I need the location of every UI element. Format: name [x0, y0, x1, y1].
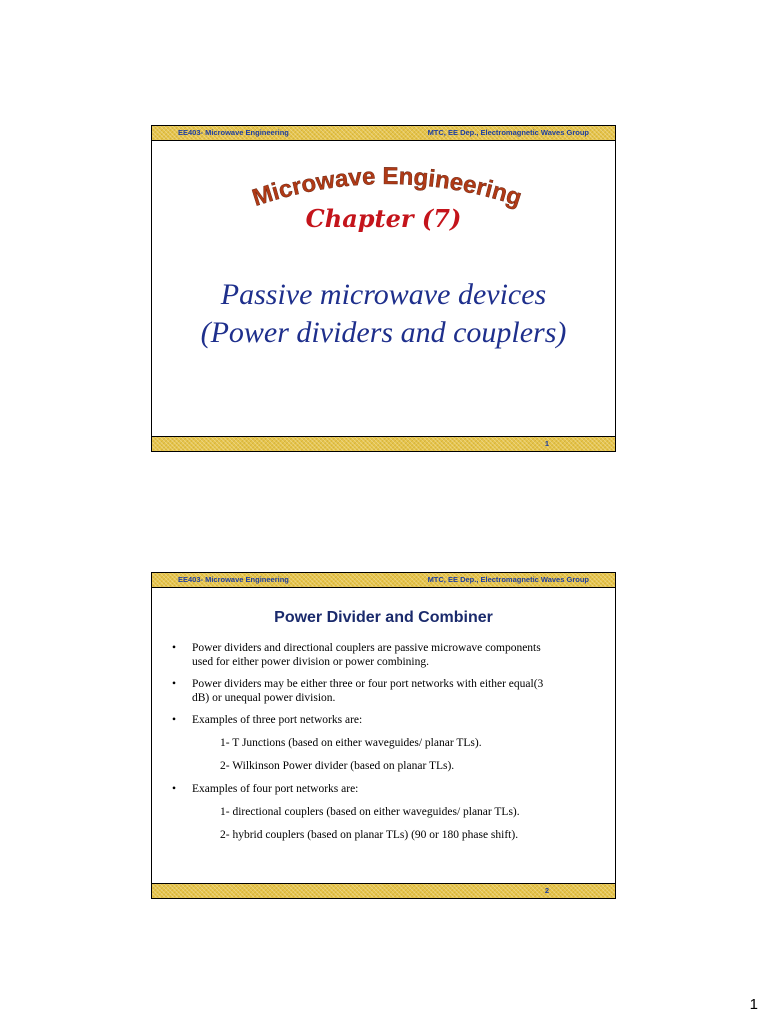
page-number: 1: [749, 996, 758, 1013]
course-label: EE403- Microwave Engineering: [178, 128, 289, 137]
bullet-icon: •: [172, 783, 177, 795]
bullet-item: • Examples of three port networks are:: [172, 714, 363, 726]
bullet-icon: •: [172, 678, 177, 690]
bullet-item: • Power dividers and directional couplers are passive microwave components used for either power division or power combining.: [172, 642, 541, 668]
bullet-list: [172, 641, 595, 842]
department-label: MTC, EE Dep., Electromagnetic Waves Group: [427, 128, 589, 137]
sub-item: 2- hybrid couplers (based on planar TLs) (90 or 180 phase shift).: [220, 829, 519, 841]
course-label: EE403- Microwave Engineering: [178, 575, 289, 584]
slide-header-bar: [152, 126, 615, 141]
bullet-item: • Examples of four port networks are:: [172, 783, 359, 795]
bullet-icon: •: [172, 642, 177, 654]
bullet-icon: •: [172, 714, 177, 726]
slide-number: 2: [544, 886, 549, 895]
sub-item: 1- directional couplers (based on either waveguides/ planar TLs).: [220, 806, 520, 818]
subtitle-line-1: Passive microwave devices: [220, 278, 547, 311]
sub-item: 2- Wilkinson Power divider (based on planar TLs).: [220, 760, 455, 772]
slide-subtitle: [152, 276, 615, 352]
chapter-title: Chapter (7): [305, 204, 462, 233]
slide-header-bar: [152, 573, 615, 588]
department-label: MTC, EE Dep., Electromagnetic Waves Group: [427, 575, 589, 584]
slide-title: Power Divider and Combiner: [274, 609, 493, 626]
slide-footer-bar: [152, 883, 615, 898]
slide-title: Microwave Engineering: [249, 162, 526, 212]
subtitle-line-2: (Power dividers and couplers): [200, 316, 567, 349]
slide-1: [151, 125, 616, 452]
slide-footer-bar: [152, 436, 615, 451]
sub-item: 1- T Junctions (based on either waveguides/ planar TLs).: [220, 737, 482, 749]
bullet-item: • Power dividers may be either three or four port networks with either equal(3 dB) or unequal power division.: [172, 678, 544, 704]
slide-2: [151, 572, 616, 899]
slide-number: 1: [544, 439, 549, 448]
